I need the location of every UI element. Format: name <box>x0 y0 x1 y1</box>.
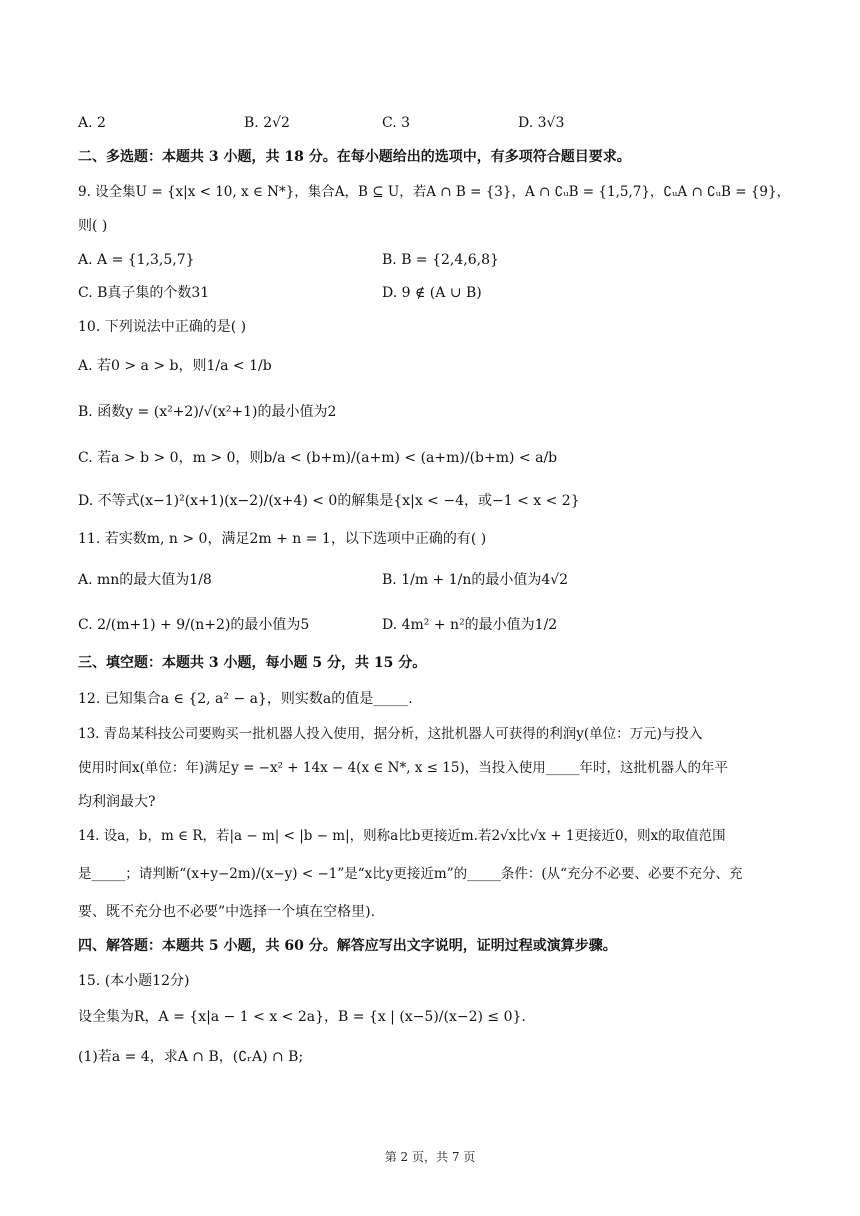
q8-option-c: C. 3 <box>382 115 411 131</box>
section-2-heading: 二、多选题：本题共 3 小题，共 18 分。在每小题给出的选项中，有多项符合题目要求。 <box>78 149 631 165</box>
q8-option-a: A. 2 <box>78 115 106 131</box>
q9-stem-line1: 9. 设全集U = {x|x < 10, x ∈ N*}，集合A，B ⊆ U，若A ∩ B = {3}，A ∩ ∁ᵤB = {1,5,7}，∁ᵤA ∩ ∁ᵤB = {9}， <box>78 184 791 200</box>
q8-option-d: D. 3√3 <box>518 115 565 131</box>
q11-option-d: D. 4m² + n²的最小值为1/2 <box>382 617 558 633</box>
q11-stem: 11. 若实数m, n > 0，满足2m + n = 1，以下选项中正确的有( ) <box>78 531 487 547</box>
q9-option-a: A. A = {1,3,5,7} <box>78 252 195 268</box>
q8-option-b: B. 2√2 <box>244 115 290 131</box>
page-footer: 第 2 页，共 7 页 <box>384 1150 476 1164</box>
q14-line1: 14. 设a，b，m ∈ R，若|a − m| < |b − m|，则称a比b更接近m.若2√x比√x + 1更接近0，则x的取值范围 <box>78 828 726 844</box>
q10-option-b: B. 函数y = (x²+2)/√(x²+1)的最小值为2 <box>78 404 337 420</box>
q13-line3: 均利润最大? <box>78 794 156 810</box>
q11-option-b: B. 1/m + 1/n的最小值为4√2 <box>382 572 569 588</box>
q11-option-c: C. 2/(m+1) + 9/(n+2)的最小值为5 <box>78 617 310 633</box>
q9-option-d: D. 9 ∉ (A ∪ B) <box>382 285 482 301</box>
q10-option-a: A. 若0 > a > b，则1/a < 1/b <box>78 358 272 374</box>
q10-stem: 10. 下列说法中正确的是( ) <box>78 319 247 335</box>
q15-part1: (1)若a = 4，求A ∩ B，(∁ᵣA) ∩ B; <box>78 1049 304 1065</box>
q9-option-b: B. B = {2,4,6,8} <box>382 252 499 268</box>
q13-line2: 使用时间x(单位：年)满足y = −x² + 14x − 4(x ∈ N*, x ≤ 15)，当投入使用_____年时，这批机器人的年平 <box>78 760 728 776</box>
q9-option-c: C. B真子集的个数31 <box>78 285 210 301</box>
q12: 12. 已知集合a ∈ {2, a² − a}，则实数a的值是_____. <box>78 691 413 707</box>
q9-stem-line2: 则( ) <box>78 218 108 234</box>
q10-option-c: C. 若a > b > 0，m > 0，则b/a < (b+m)/(a+m) < (a+m)/(b+m) < a/b <box>78 450 558 466</box>
section-4-heading: 四、解答题：本题共 5 小题，共 60 分。解答应写出文字说明，证明过程或演算步骤。 <box>78 938 617 954</box>
q15-title: 15. (本小题12分) <box>78 973 190 989</box>
q13-line1: 13. 青岛某科技公司要购买一批机器人投入使用，据分析，这批机器人可获得的利润y(单位：万元)与投入 <box>78 726 703 742</box>
q10-option-d: D. 不等式(x−1)²(x+1)(x−2)/(x+4) < 0的解集是{x|x < −4，或−1 < x < 2} <box>78 493 580 509</box>
q15-given: 设全集为R，A = {x|a − 1 < x < 2a}，B = {x | (x−5)/(x−2) ≤ 0}. <box>78 1009 526 1025</box>
q14-line3: 要、既不充分也不必要”中选择一个填在空格里). <box>78 904 376 920</box>
section-3-heading: 三、填空题：本题共 3 小题，每小题 5 分，共 15 分。 <box>78 655 427 671</box>
q14-line2: 是_____；请判断“(x+y−2m)/(x−y) < −1”是“x比y更接近m”的_____条件：(从“充分不必要、必要不充分、充 <box>78 866 743 882</box>
q11-option-a: A. mn的最大值为1/8 <box>78 572 212 588</box>
